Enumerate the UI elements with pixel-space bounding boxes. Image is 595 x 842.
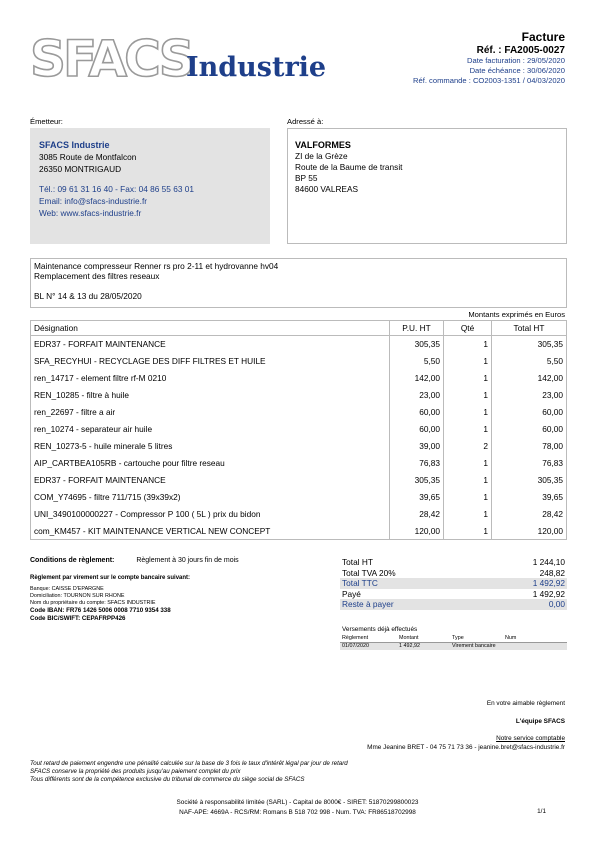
payments-col-amount: Montant	[397, 634, 450, 642]
line-designation: REN_10285 - filtre à huile	[31, 387, 390, 404]
line-quantity: 1	[444, 472, 492, 489]
table-row	[31, 353, 567, 370]
description-line1: Maintenance compresseur Renner rs pro 2-11 et hydrovanne hv04	[34, 261, 279, 271]
line-unit-price: 60,00	[390, 421, 444, 438]
table-row	[31, 336, 567, 353]
logo-sfacs-text: SFACS	[30, 30, 192, 88]
invoice-header	[413, 30, 565, 86]
legal-line2: SFACS conserve la propriété des produits jusqu'au paiement complet du prix	[30, 768, 241, 775]
description-line2: Remplacement des filtres reseaux	[34, 271, 160, 281]
line-total: 305,35	[492, 336, 567, 353]
line-designation: REN_10273-5 - huile minerale 5 litres	[31, 438, 390, 455]
line-designation: EDR37 - FORFAIT MAINTENANCE	[31, 472, 390, 489]
total-label: Total HT	[342, 557, 373, 568]
total-value: 0,00	[479, 599, 567, 610]
logo-industrie-text: Industrie	[186, 52, 327, 83]
sender-email: Email: info@sfacs-industrie.fr	[39, 196, 148, 206]
billing-date: Date facturation : 29/05/2020	[467, 56, 565, 65]
description-line3: BL N° 14 & 13 du 28/05/2020	[34, 291, 142, 301]
table-row	[31, 370, 567, 387]
footer-line2: NAF-APE: 4669A - RCS/RM: Romans B 518 702 998 - Num. TVA: FR86518702998	[179, 809, 416, 816]
sender-address2: 26350 MONTRIGAUD	[39, 164, 122, 174]
total-label: Total TTC	[340, 578, 479, 589]
line-unit-price: 60,00	[390, 404, 444, 421]
bank-iban: Code IBAN: FR76 1426 5006 0008 7710 9354 338	[30, 607, 171, 614]
line-quantity: 1	[444, 353, 492, 370]
company-logo	[30, 30, 327, 90]
table-row	[31, 438, 567, 455]
closing-service-label: Notre service comptable	[496, 735, 565, 742]
line-total: 28,42	[492, 506, 567, 523]
total-row	[340, 557, 567, 568]
totals-table	[340, 557, 567, 610]
col-designation: Désignation	[31, 321, 390, 336]
sender-phone: Tél.: 09 61 31 16 40 - Fax: 04 86 55 63 01	[39, 184, 194, 194]
line-total: 142,00	[492, 370, 567, 387]
table-row	[31, 387, 567, 404]
line-unit-price: 142,00	[390, 370, 444, 387]
table-row	[31, 421, 567, 438]
invoice-lines-table	[30, 320, 567, 540]
recipient-block	[287, 128, 567, 244]
line-quantity: 1	[444, 387, 492, 404]
line-total: 60,00	[492, 421, 567, 438]
line-designation: SFA_RECYHUI - RECYCLAGE DES DIFF FILTRES ET HUILE	[31, 353, 390, 370]
page-footer	[0, 798, 595, 818]
line-unit-price: 39,65	[390, 489, 444, 506]
recipient-label: Adressé à:	[287, 117, 324, 126]
payments-col-num: Num	[503, 634, 567, 642]
line-quantity: 1	[444, 489, 492, 506]
line-total: 5,50	[492, 353, 567, 370]
line-unit-price: 5,50	[390, 353, 444, 370]
sender-address1: 3085 Route de Montfalcon	[39, 152, 137, 162]
total-row	[340, 589, 567, 600]
sender-block	[30, 128, 270, 244]
line-designation: AIP_CARTBEA105RB - cartouche pour filtre reseau	[31, 455, 390, 472]
line-unit-price: 120,00	[390, 523, 444, 540]
recipient-address2: Route de la Baume de transit	[295, 162, 403, 172]
line-quantity: 1	[444, 455, 492, 472]
page-number: 1/1	[537, 808, 546, 815]
payments-col-date: Règlement	[340, 634, 397, 642]
total-value: 1 244,10	[532, 557, 565, 568]
conditions-label: Conditions de règlement:	[30, 557, 115, 564]
line-quantity: 1	[444, 336, 492, 353]
line-designation: UNI_3490100000227 - Compressor P 100 ( 5L ) prix du bidon	[31, 506, 390, 523]
sender-name: SFACS Industrie	[39, 140, 110, 150]
total-row	[340, 578, 567, 589]
sender-label: Émetteur:	[30, 117, 63, 126]
bank-name: Banque: CAISSE D'EPARGNE	[30, 586, 104, 592]
bank-bic: Code BIC/SWIFT: CEPAFRPP426	[30, 614, 126, 622]
line-quantity: 1	[444, 404, 492, 421]
line-quantity: 1	[444, 523, 492, 540]
line-quantity: 2	[444, 438, 492, 455]
conditions-value: Règlement à 30 jours fin de mois	[136, 557, 239, 564]
total-value: 1 492,92	[479, 578, 567, 589]
closing-contact: Mme Jeanine BRET - 04 75 71 73 36 - jeanine.bret@sfacs-industrie.fr	[367, 744, 565, 751]
payment-amount: 1 492,92	[397, 642, 450, 650]
line-quantity: 1	[444, 421, 492, 438]
line-designation: ren_22697 - filtre a air	[31, 404, 390, 421]
line-total: 78,00	[492, 438, 567, 455]
line-unit-price: 23,00	[390, 387, 444, 404]
line-designation: ren_14717 - element filtre rf-M 0210	[31, 370, 390, 387]
col-unit-price: P.U. HT	[390, 321, 444, 336]
table-row	[31, 489, 567, 506]
line-designation: ren_10274 - separateur air huile	[31, 421, 390, 438]
total-value: 1 492,92	[532, 588, 565, 599]
line-quantity: 1	[444, 506, 492, 523]
closing-team: L'équipe SFACS	[515, 718, 565, 725]
total-value: 248,82	[539, 567, 565, 578]
order-ref: Réf. commande : CO2003-1351 / 04/03/2020	[413, 76, 565, 85]
col-quantity: Qté	[444, 321, 492, 336]
line-unit-price: 28,42	[390, 506, 444, 523]
recipient-address4: 84600 VALREAS	[295, 184, 359, 194]
total-label: Reste à payer	[340, 599, 479, 610]
line-unit-price: 76,83	[390, 455, 444, 472]
line-total: 76,83	[492, 455, 567, 472]
col-total: Total HT	[492, 321, 567, 336]
line-unit-price: 305,35	[390, 336, 444, 353]
line-quantity: 1	[444, 370, 492, 387]
bank-details	[30, 575, 190, 622]
payment-date: 01/07/2020	[340, 642, 397, 650]
line-designation: com_KM457 - KIT MAINTENANCE VERTICAL NEW CONCEPT	[31, 523, 390, 540]
line-total: 60,00	[492, 404, 567, 421]
recipient-address3: BP 55	[295, 173, 318, 183]
table-row	[31, 506, 567, 523]
payments-table	[340, 634, 567, 650]
bank-domiciliation: Domiciliation: TOURNON SUR RHONE	[30, 593, 125, 599]
payments-col-type: Type	[450, 634, 503, 642]
line-designation: EDR37 - FORFAIT MAINTENANCE	[31, 336, 390, 353]
payment-type: Virement bancaire	[450, 642, 503, 650]
closing-greeting: En votre aimable règlement	[486, 700, 565, 707]
currency-note: Montants exprimés en Euros	[468, 310, 565, 319]
sender-web: Web: www.sfacs-industrie.fr	[39, 208, 142, 218]
table-row	[31, 455, 567, 472]
legal-line3: Tous différents sont de la compétence exclusive du tribunal de commerce du siège social de SFACS	[30, 776, 305, 783]
invoice-title: Facture	[521, 30, 565, 44]
recipient-name: VALFORMES	[295, 140, 351, 150]
bank-owner: Nom du propriétaire du compte: SFACS INDUSTRIE	[30, 600, 156, 606]
legal-line1: Tout retard de paiement engendre une pénalité calculée sur la base de 3 fois le taux d'intérêt légal par jour de retard	[30, 760, 348, 767]
table-row	[31, 472, 567, 489]
invoice-description	[30, 258, 567, 308]
total-row	[340, 568, 567, 579]
payment-num	[503, 642, 567, 650]
payments-title: Versements déjà effectués	[342, 626, 418, 633]
line-total: 39,65	[492, 489, 567, 506]
line-total: 305,35	[492, 472, 567, 489]
table-row	[31, 523, 567, 540]
recipient-address1: ZI de la Grèze	[295, 151, 348, 161]
line-unit-price: 305,35	[390, 472, 444, 489]
line-total: 23,00	[492, 387, 567, 404]
payments-header-row	[340, 634, 567, 642]
line-designation: COM_Y74695 - filtre 711/715 (39x39x2)	[31, 489, 390, 506]
line-total: 120,00	[492, 523, 567, 540]
due-date: Date échéance : 30/06/2020	[469, 66, 565, 75]
footer-line1: Société à responsabilité limitée (SARL) - Capital de 8000€ - SIRET: 51870299800023	[176, 799, 419, 806]
total-label: Total TVA 20%	[342, 567, 396, 578]
total-label: Payé	[342, 588, 361, 599]
legal-notes	[30, 760, 348, 784]
line-unit-price: 39,00	[390, 438, 444, 455]
payments-row	[340, 642, 567, 650]
payment-conditions	[30, 557, 239, 564]
bank-title: Règlement par virement sur le compte bancaire suivant:	[30, 575, 191, 581]
table-row	[31, 404, 567, 421]
table-header-row	[31, 321, 567, 336]
total-row	[340, 599, 567, 610]
invoice-ref: Réf. : FA2005-0027	[476, 45, 565, 56]
